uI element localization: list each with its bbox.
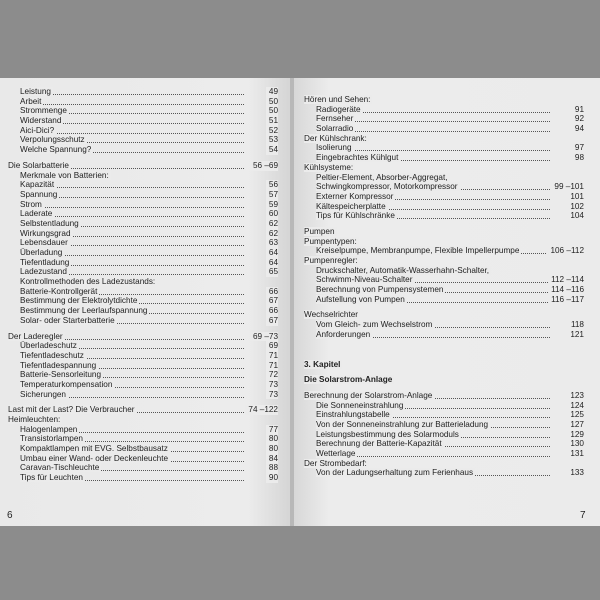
toc-spacer: [304, 350, 584, 360]
toc-entry-page: 62: [266, 229, 278, 239]
toc-entry: [8, 267, 278, 277]
toc-entry-title: Berechnung der Batterie-Kapazität: [316, 439, 442, 449]
book-spine: [290, 78, 294, 526]
toc-entry: [8, 341, 278, 351]
toc-entry: [304, 266, 584, 276]
toc-entry-page: 88: [266, 463, 278, 473]
toc-entry-title: Last mit der Last? Die Verbraucher: [8, 405, 135, 415]
toc-entry-page: 50: [266, 97, 278, 107]
toc-entry-page: 64: [266, 258, 278, 268]
toc-entry-title: Schwimm-Niveau-Schalter: [316, 275, 413, 285]
toc-entry-title: Strommenge: [20, 106, 67, 116]
toc-entry: [304, 124, 584, 134]
toc-entry-title: Kältespeicherplatte: [316, 201, 386, 211]
toc-entry-title: Kapazität: [20, 180, 55, 190]
toc-entry-page: 123: [567, 391, 584, 401]
toc-entry-title: Wechselrichter: [304, 310, 358, 320]
toc-entry: [304, 285, 584, 295]
toc-entry-title: Von der Ladungserhaltung zum Ferienhaus: [316, 468, 474, 478]
toc-entry: [8, 145, 278, 155]
toc-entry: [304, 320, 584, 330]
toc-entry-title: Caravan-Tischleuchte: [20, 463, 100, 473]
toc-entry-page: 52: [266, 126, 278, 136]
toc-entry: [304, 375, 584, 385]
toc-entry: [304, 114, 584, 124]
toc-entry-page: 69 –73: [250, 332, 278, 342]
toc-entry-title: Tips für Leuchten: [20, 473, 83, 483]
toc-entry: [304, 420, 584, 430]
toc-entry-page: 84: [266, 454, 278, 464]
toc-entry-page: 67: [266, 316, 278, 326]
toc-entry: [8, 277, 278, 287]
toc-entry-title: Schwingkompressor, Motorkompressor: [316, 182, 458, 192]
toc-entry-title: Leistungsbestimmung des Solarmoduls: [316, 429, 459, 439]
toc-entry-page: 56: [266, 180, 278, 190]
toc-entry: [8, 425, 278, 435]
toc-entry: [8, 126, 278, 136]
toc-entry-page: 63: [266, 238, 278, 248]
toc-entry-page: 80: [266, 434, 278, 444]
toc-entry-title: Leistung: [20, 87, 51, 96]
toc-entry-page: 91: [572, 105, 584, 115]
toc-entry: [8, 87, 278, 97]
toc-entry-page: 125: [567, 410, 584, 420]
toc-entry: [304, 153, 584, 163]
toc-entry-title: Wirkungsgrad: [20, 228, 71, 238]
toc-entry: [304, 256, 584, 266]
toc-entry: [304, 459, 584, 469]
toc-entry: [304, 105, 584, 115]
toc-entry: [8, 106, 278, 116]
toc-entry-title: Laderate: [20, 209, 53, 219]
toc-entry-title: Heimleuchten:: [8, 415, 61, 424]
toc-entry-page: 80: [266, 444, 278, 454]
toc-entry-title: Wetterlage: [316, 449, 356, 458]
toc-entry-title: Einstrahlungstabelle: [316, 410, 390, 420]
toc-entry: [8, 405, 278, 415]
toc-entry: [304, 468, 584, 478]
toc-entry-title: Fernseher: [316, 114, 354, 124]
toc-entry-page: 67: [266, 296, 278, 306]
toc-entry-page: 106 –112: [547, 246, 584, 256]
toc-entry: [304, 163, 584, 173]
toc-entry-title: Peltier-Element, Absorber-Aggregat,: [316, 172, 448, 182]
toc-entry-title: Kompaktlampen mit EVG. Selbstbausatz: [20, 444, 168, 454]
toc-entry-title: Kreiselpumpe, Membranpumpe, Flexible Impellerpumpe: [316, 246, 520, 256]
toc-entry-page: 77: [266, 425, 278, 435]
toc-entry-page: 127: [567, 420, 584, 430]
toc-entry-page: 71: [266, 351, 278, 361]
toc-entry: [304, 95, 584, 105]
toc-entry-title: Ladezustand: [20, 267, 67, 277]
toc-entry-page: 73: [266, 380, 278, 390]
toc-entry: [304, 360, 584, 370]
toc-entry: [8, 463, 278, 473]
toc-entry-title: Tiefentladeschutz: [20, 350, 84, 360]
toc-entry-title: Transistorlampen: [20, 434, 83, 444]
toc-entry-page: 114 –116: [548, 285, 584, 295]
toc-entry: [8, 209, 278, 219]
toc-right: [304, 95, 584, 478]
toc-entry-title: Die Solarbatterie: [8, 160, 69, 170]
toc-entry-title: Berechnung von Pumpensystemen: [316, 285, 444, 295]
toc-entry: [304, 227, 584, 237]
toc-entry-page: 65: [266, 267, 278, 277]
toc-entry-page: 50: [266, 106, 278, 116]
toc-entry-title: Solarradio: [316, 124, 354, 134]
toc-entry-title: Druckschalter, Automatik-Wasserhahn-Schalter,: [316, 265, 490, 275]
toc-entry-title: Hören und Sehen:: [304, 95, 371, 104]
toc-entry-title: Lebensdauer: [20, 238, 68, 248]
toc-entry-title: Der Strombedarf:: [304, 458, 367, 468]
toc-entry: [8, 316, 278, 326]
toc-entry-title: Radiogeräte: [316, 104, 361, 114]
toc-entry: [8, 380, 278, 390]
toc-entry-page: 59: [266, 200, 278, 210]
toc-entry-title: Überladeschutz: [20, 341, 77, 351]
toc-entry-title: Isolierung: [316, 143, 352, 153]
toc-entry-page: 66: [266, 287, 278, 297]
toc-entry-page: 131: [567, 449, 584, 459]
toc-entry-title: Welche Spannung?: [20, 145, 92, 155]
toc-entry: [8, 180, 278, 190]
toc-entry: [8, 219, 278, 229]
toc-entry-title: Batterie-Sensorleitung: [20, 370, 102, 380]
toc-entry-page: 121: [567, 330, 584, 340]
toc-entry-page: 73: [266, 390, 278, 400]
toc-entry: [8, 238, 278, 248]
toc-spacer: [304, 340, 584, 350]
toc-entry-title: Umbau einer Wand- oder Deckenleuchte: [20, 453, 169, 463]
toc-entry-title: Pumpenregler:: [304, 256, 358, 265]
toc-entry-title: Solar- oder Starterbatterie: [20, 315, 115, 325]
toc-entry-title: Sicherungen: [20, 389, 66, 399]
toc-entry: [8, 171, 278, 181]
toc-entry-title: Pumpen: [304, 226, 335, 236]
toc-entry: [8, 190, 278, 200]
toc-entry-title: Der Kühlschrank:: [304, 133, 367, 143]
toc-entry-page: 69: [266, 341, 278, 351]
toc-entry-page: 118: [568, 320, 584, 330]
toc-entry-page: 104: [567, 211, 584, 221]
toc-entry: [8, 332, 278, 342]
toc-entry: [8, 97, 278, 107]
toc-entry-title: Berechnung der Solarstrom-Anlage: [304, 390, 433, 400]
toc-entry-page: 53: [266, 135, 278, 145]
toc-entry: [8, 454, 278, 464]
toc-entry-page: 98: [572, 153, 584, 163]
toc-entry-title: Kühlsysteme:: [304, 162, 354, 172]
toc-entry: [304, 202, 584, 212]
toc-entry: [304, 430, 584, 440]
toc-entry-title: Anforderungen: [316, 329, 371, 339]
toc-entry: [8, 370, 278, 380]
toc-entry-title: Vom Gleich- zum Wechselstrom: [316, 320, 433, 330]
toc-entry-page: 101: [567, 192, 584, 202]
toc-entry-title: Aici-Dici?: [20, 125, 55, 135]
toc-entry: [8, 351, 278, 361]
toc-entry: [8, 444, 278, 454]
toc-entry: [304, 237, 584, 247]
toc-entry: [8, 361, 278, 371]
toc-entry-page: 51: [266, 116, 278, 126]
toc-entry-page: 60: [266, 209, 278, 219]
toc-left: [8, 87, 278, 483]
toc-entry: [304, 134, 584, 144]
toc-entry-title: Selbstentladung: [20, 218, 79, 228]
toc-entry-title: Der Laderegler: [8, 331, 63, 341]
toc-entry: [304, 410, 584, 420]
toc-entry-page: 66: [266, 306, 278, 316]
toc-entry-page: 72: [266, 370, 278, 380]
toc-entry-title: Halogenlampen: [20, 424, 78, 434]
toc-entry: [8, 415, 278, 425]
toc-entry-title: Von der Sonneneinstrahlung zur Batterieladung: [316, 419, 489, 429]
toc-entry-page: 62: [266, 219, 278, 229]
toc-entry: [8, 135, 278, 145]
toc-entry-page: 133: [567, 468, 584, 478]
toc-entry: [8, 116, 278, 126]
toc-entry-title: Widerstand: [20, 116, 62, 126]
toc-entry: [304, 401, 584, 411]
toc-entry-title: Tiefentladespannung: [20, 360, 97, 370]
toc-entry: [8, 258, 278, 268]
toc-entry-page: 74 –122: [245, 405, 278, 415]
toc-entry-page: 56 –69: [250, 161, 278, 171]
toc-entry-page: 112 –114: [548, 275, 584, 285]
toc-entry-title: 3. Kapitel: [304, 359, 341, 369]
toc-entry-page: 102: [567, 202, 584, 212]
toc-entry-page: 124: [567, 401, 584, 411]
toc-entry-page: 97: [572, 143, 584, 153]
toc-entry: [304, 449, 584, 459]
toc-entry-title: Überladung: [20, 248, 63, 257]
toc-entry: [304, 310, 584, 320]
toc-entry-title: Die Sonneneinstrahlung: [316, 400, 404, 410]
toc-entry: [304, 192, 584, 202]
toc-entry: [8, 287, 278, 297]
toc-entry: [304, 275, 584, 285]
toc-entry-page: 90: [266, 473, 278, 483]
toc-entry: [8, 229, 278, 239]
toc-entry: [304, 173, 584, 183]
toc-entry-page: 99 –101: [551, 182, 584, 192]
toc-entry-title: Merkmale von Batterien:: [20, 170, 109, 180]
toc-entry-page: 92: [572, 114, 584, 124]
toc-entry-title: Die Solarstrom-Anlage: [304, 375, 393, 385]
toc-entry: [8, 296, 278, 306]
toc-entry-page: 71: [266, 361, 278, 371]
toc-entry-title: Pumpentypen:: [304, 236, 357, 246]
toc-entry-title: Spannung: [20, 189, 58, 199]
toc-entry-title: Tiefentladung: [20, 257, 70, 267]
toc-entry-title: Verpolungsschutz: [20, 135, 85, 145]
toc-entry-page: 116 –117: [548, 295, 584, 305]
toc-entry: [304, 182, 584, 192]
toc-entry-page: 49: [266, 87, 278, 97]
toc-entry: [8, 200, 278, 210]
toc-entry: [304, 295, 584, 305]
toc-entry: [8, 306, 278, 316]
toc-entry: [8, 161, 278, 171]
toc-entry: [304, 211, 584, 221]
toc-entry-title: Tips für Kühlschränke: [316, 211, 395, 221]
toc-entry: [8, 390, 278, 400]
toc-entry: [304, 439, 584, 449]
toc-entry: [304, 246, 584, 256]
toc-entry: [8, 473, 278, 483]
toc-entry-title: Kontrollmethoden des Ladezustands:: [20, 277, 156, 287]
toc-entry: [304, 391, 584, 401]
toc-entry: [8, 248, 278, 258]
toc-entry-page: 54: [266, 145, 278, 155]
toc-entry-page: 64: [266, 248, 278, 258]
toc-entry-title: Aufstellung von Pumpen: [316, 294, 405, 304]
toc-entry-title: Strom: [20, 199, 42, 209]
page-number-right: 7: [580, 510, 586, 521]
toc-entry-title: Eingebrachtes Kühlgut: [316, 153, 399, 163]
toc-entry-page: 94: [572, 124, 584, 134]
toc-entry-title: Arbeit: [20, 96, 42, 106]
toc-entry-title: Bestimmung der Elektrolytdichte: [20, 296, 138, 306]
toc-entry: [8, 434, 278, 444]
toc-entry-title: Batterie-Kontrollgerät: [20, 286, 98, 296]
toc-entry-page: 57: [266, 190, 278, 200]
toc-entry-title: Externer Kompressor: [316, 191, 394, 201]
toc-entry-page: 129: [567, 430, 584, 440]
page-number-left: 6: [7, 510, 13, 521]
toc-entry: [304, 330, 584, 340]
toc-entry-title: Temperaturkompensation: [20, 379, 113, 389]
toc-entry: [304, 143, 584, 153]
toc-entry-title: Bestimmung der Leerlaufspannung: [20, 306, 148, 316]
toc-entry-page: 130: [567, 439, 584, 449]
